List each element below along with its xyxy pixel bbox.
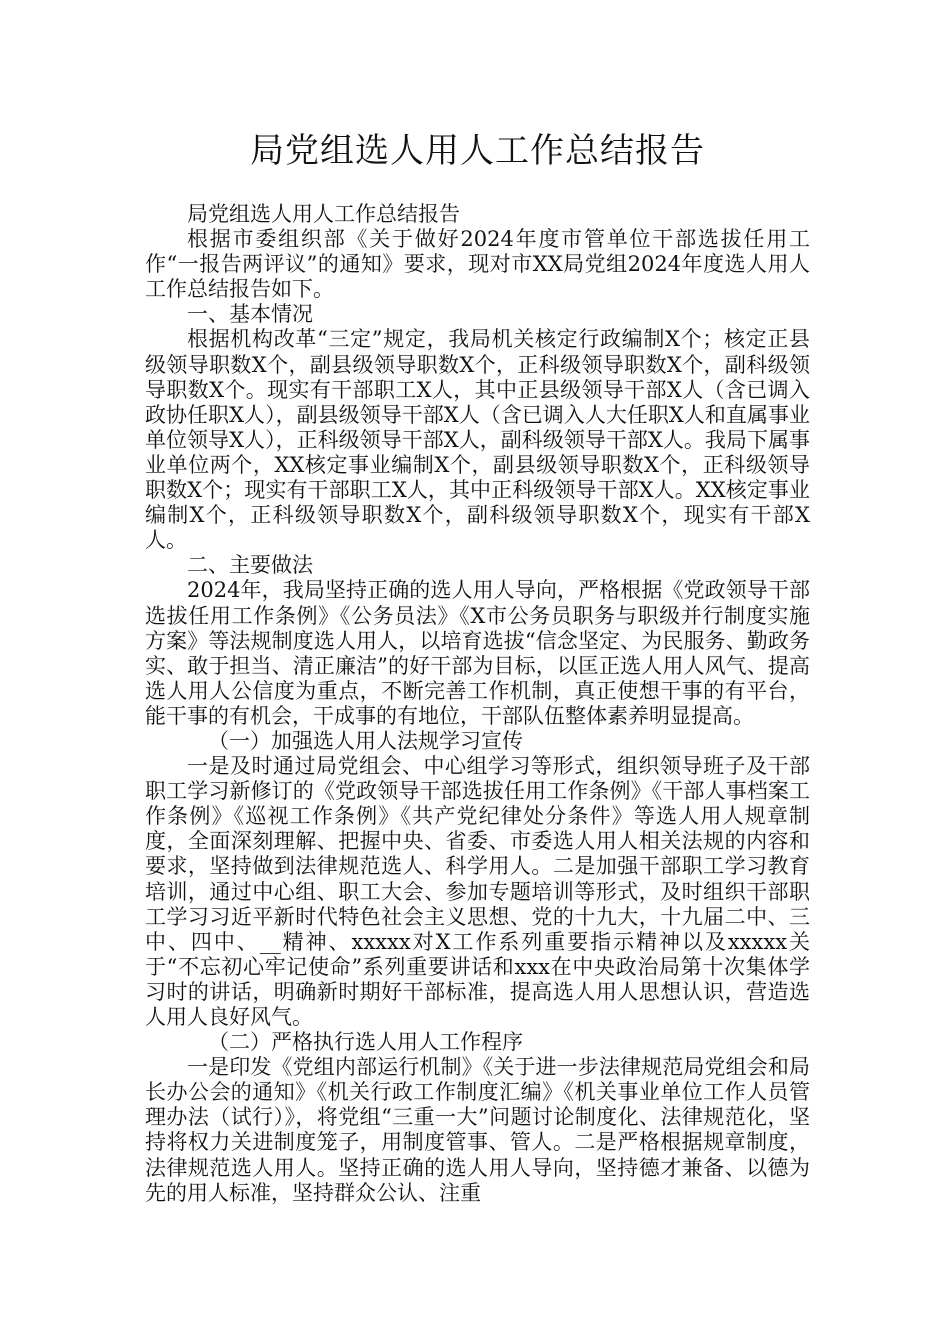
subsection-body-procedure: 一是印发《党组内部运行机制》《关于进一步法律规范局党组会和局长办公会的通知》《机关行政工作制度汇编》《机关事业单位工作人员管理办法（试行）》，将党组“三重一大”问题讨论制度化、法律规范化，坚持将权力关进制度笼子，用制度管事、管人。二是严格根据规章制度，法律规范选人用人。坚持正确的选人用人导向，坚持德才兼备、以德为先的用人标准，坚持群众公认、注重 xyxy=(145,1055,810,1205)
document-subtitle: 局党组选人用人工作总结报告 xyxy=(187,202,460,226)
section-heading-main-practices: 二、主要做法 xyxy=(187,553,313,578)
subsection-heading-study: （一）加强选人用人法规学习宣传 xyxy=(208,728,523,753)
section-body-basic-situation: 根据机构改革“三定”规定，我局机关核定行政编制X个；核定正县级领导职数X个，副县级领导职数X个，正科级领导职数X个，副科级领导职数X个。现实有干部职工X人，其中正县级领导干部X人（含已调入政协任职X人），副县级领导干部X人（含已调入人大任职X人和直属事业单位领导X人），正科级领导干部X人，副科级领导干部X人。我局下属事业单位两个，XX核定事业编制X个，副县级领导职数X个，正科级领导职数X个；现实有干部职工X人，其中正科级领导干部X人。XX核定事业编制X个，正科级领导职数X个，副科级领导职数X个，现实有干部X人。 xyxy=(145,327,810,553)
section-body-main-practices: 2024年，我局坚持正确的选人用人导向，严格根据《党政领导干部选拔任用工作条例》《公务员法》《X市公务员职务与职级并行制度实施方案》等法规制度选人用人，以培育选拔“信念坚定、为民服务、勤政务实、敢于担当、清正廉洁”的好干部为目标，以匡正选人用人风气、提高选人用人公信度为重点，不断完善工作机制，真正使想干事的有平台，能干事的有机会，干成事的有地位，干部队伍整体素养明显提高。 xyxy=(145,578,810,728)
document-page xyxy=(145,128,810,1206)
subsection-body-study: 一是及时通过局党组会、中心组学习等形式，组织领导班子及干部职工学习新修订的《党政领导干部选拔任用工作条例》《干部人事档案工作条例》《巡视工作条例》《共产党纪律处分条件》等选人用人规章制度，全面深刻理解、把握中央、省委、市委选人用人相关法规的内容和要求，坚持做到法律规范选人、科学用人。二是加强干部职工学习教育培训，通过中心组、职工大会、参加专题培训等形式，及时组织干部职工学习习近平新时代特色社会主义思想、党的十九大，十九届二中、三中、四中、__精神、xxxxx对X工作系列重要指示精神以及xxxxx关于“不忘初心牢记使命”系列重要讲话和xxx在中央政治局第十次集体学习时的讲话，明确新时期好干部标准，提高选人用人思想认识，营造选人用人良好风气。 xyxy=(145,754,810,1029)
document-title: 局党组选人用人工作总结报告 xyxy=(250,131,705,171)
section-heading-basic-situation: 一、基本情况 xyxy=(187,302,313,327)
subsection-heading-procedure: （二）严格执行选人用人工作程序 xyxy=(208,1030,523,1055)
intro-paragraph: 根据市委组织部《关于做好2024年度市管单位干部选拔任用工作“一报告两评议”的通知》要求，现对市XX局党组2024年度选人用人工作总结报告如下。 xyxy=(145,227,810,302)
